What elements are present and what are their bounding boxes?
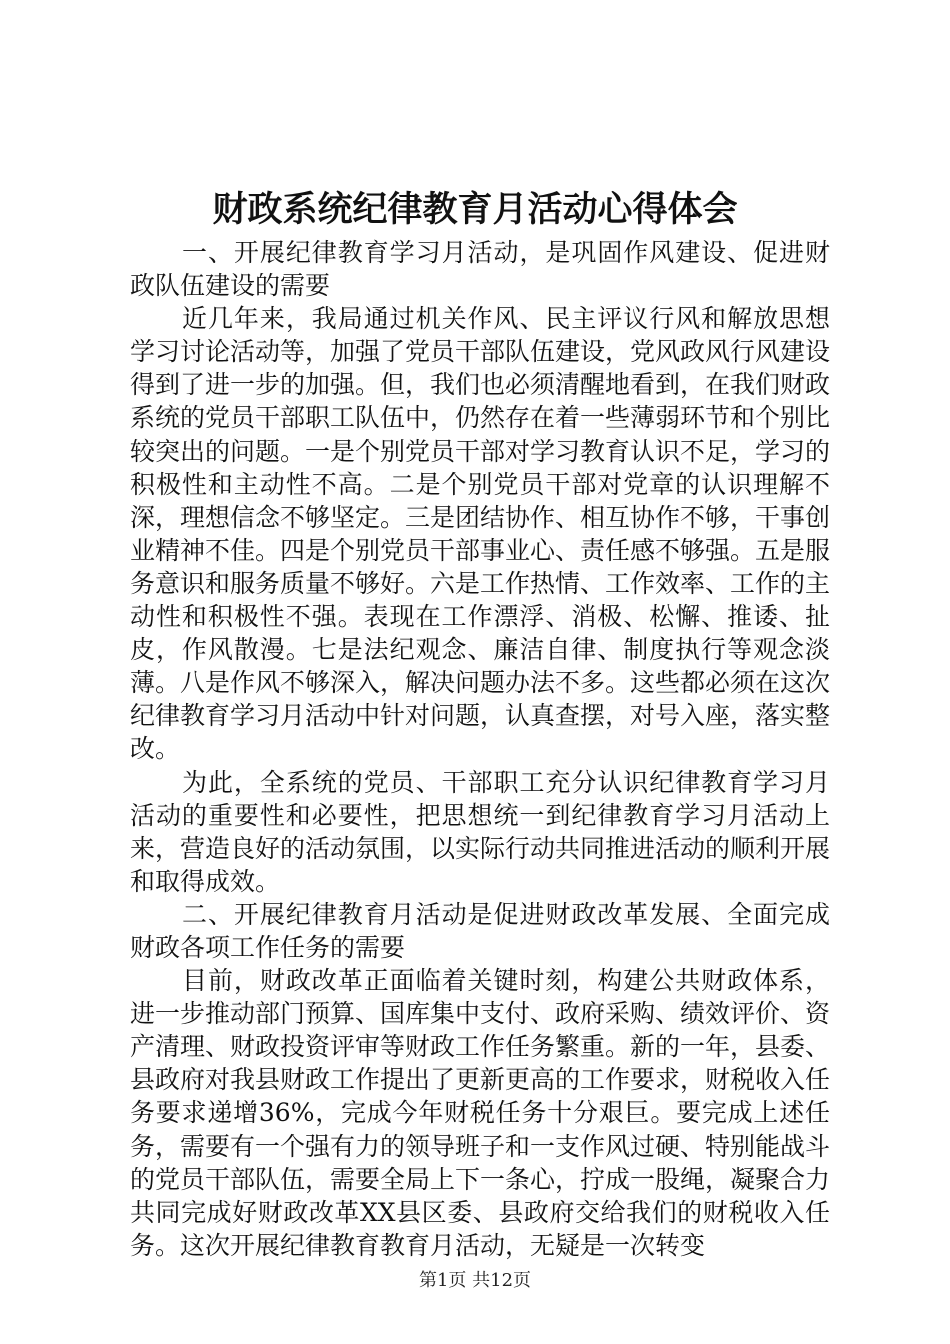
page-number: 第1页 共12页 (418, 1270, 532, 1291)
paragraph: 为此，全系统的党员、干部职工充分认识纪律教育学习月活动的重要性和必要性，把思想统一到纪律教育学习月活动上来，营造良好的活动氛围，以实际行动共同推进活动的顺利开展和取得成效。 (130, 767, 831, 896)
paragraph: 目前，财政改革正面临着关键时刻，构建公共财政体系，进一步推动部门预算、国库集中支付、政府采购、绩效评价、资产清理、财政投资评审等财政工作任务繁重。新的一年，县委、县政府对我县财政工作提出了更新更高的工作要求，财税收入任务要求递增36%，完成今年财税任务十分艰巨。要完成上述任务，需要有一个强有力的领导班子和一支作风过硬、特别能战斗的党员干部队伍，需要全局上下一条心，拧成一股绳，凝聚合力共同完成好财政改革XX县区委、县政府交给我们的财税收入任务。这次开展纪律教育教育月活动，无疑是一次转变 (130, 966, 831, 1260)
paragraph: 近几年来，我局通过机关作风、民主评议行风和解放思想学习讨论活动等，加强了党员干部队伍建设，党风政风行风建设得到了进一步的加强。但，我们也必须清醒地看到，在我们财政系统的党员干部职工队伍中，仍然存在着一些薄弱环节和个别比较突出的问题。一是个别党员干部对学习教育认识不足，学习的积极性和主动性不高。二是个别党员干部对党章的认识理解不深，理想信念不够坚定。三是团结协作、相互协作不够，干事创业精神不佳。四是个别党员干部事业心、责任感不够强。五是服务意识和服务质量不够好。六是工作热情、工作效率、工作的主动性和积极性不强。表现在工作漂浮、消极、松懈、推诿、扯皮，作风散漫。七是法纪观念、廉洁自律、制度执行等观念淡薄。八是作风不够深入，解决问题办法不多。这些都必须在这次纪律教育学习月活动中针对问题，认真查摆，对号入座，落实整改。 (130, 304, 831, 764)
document-title: 财政系统纪律教育月活动心得体会 (212, 189, 738, 230)
document-body (130, 236, 830, 1262)
heading-two: 二、开展纪律教育月活动是促进财政改革发展、全面完成财政各项工作任务的需要 (130, 899, 830, 962)
heading-one: 一、开展纪律教育学习月活动，是巩固作风建设、促进财政队伍建设的需要 (130, 238, 830, 301)
